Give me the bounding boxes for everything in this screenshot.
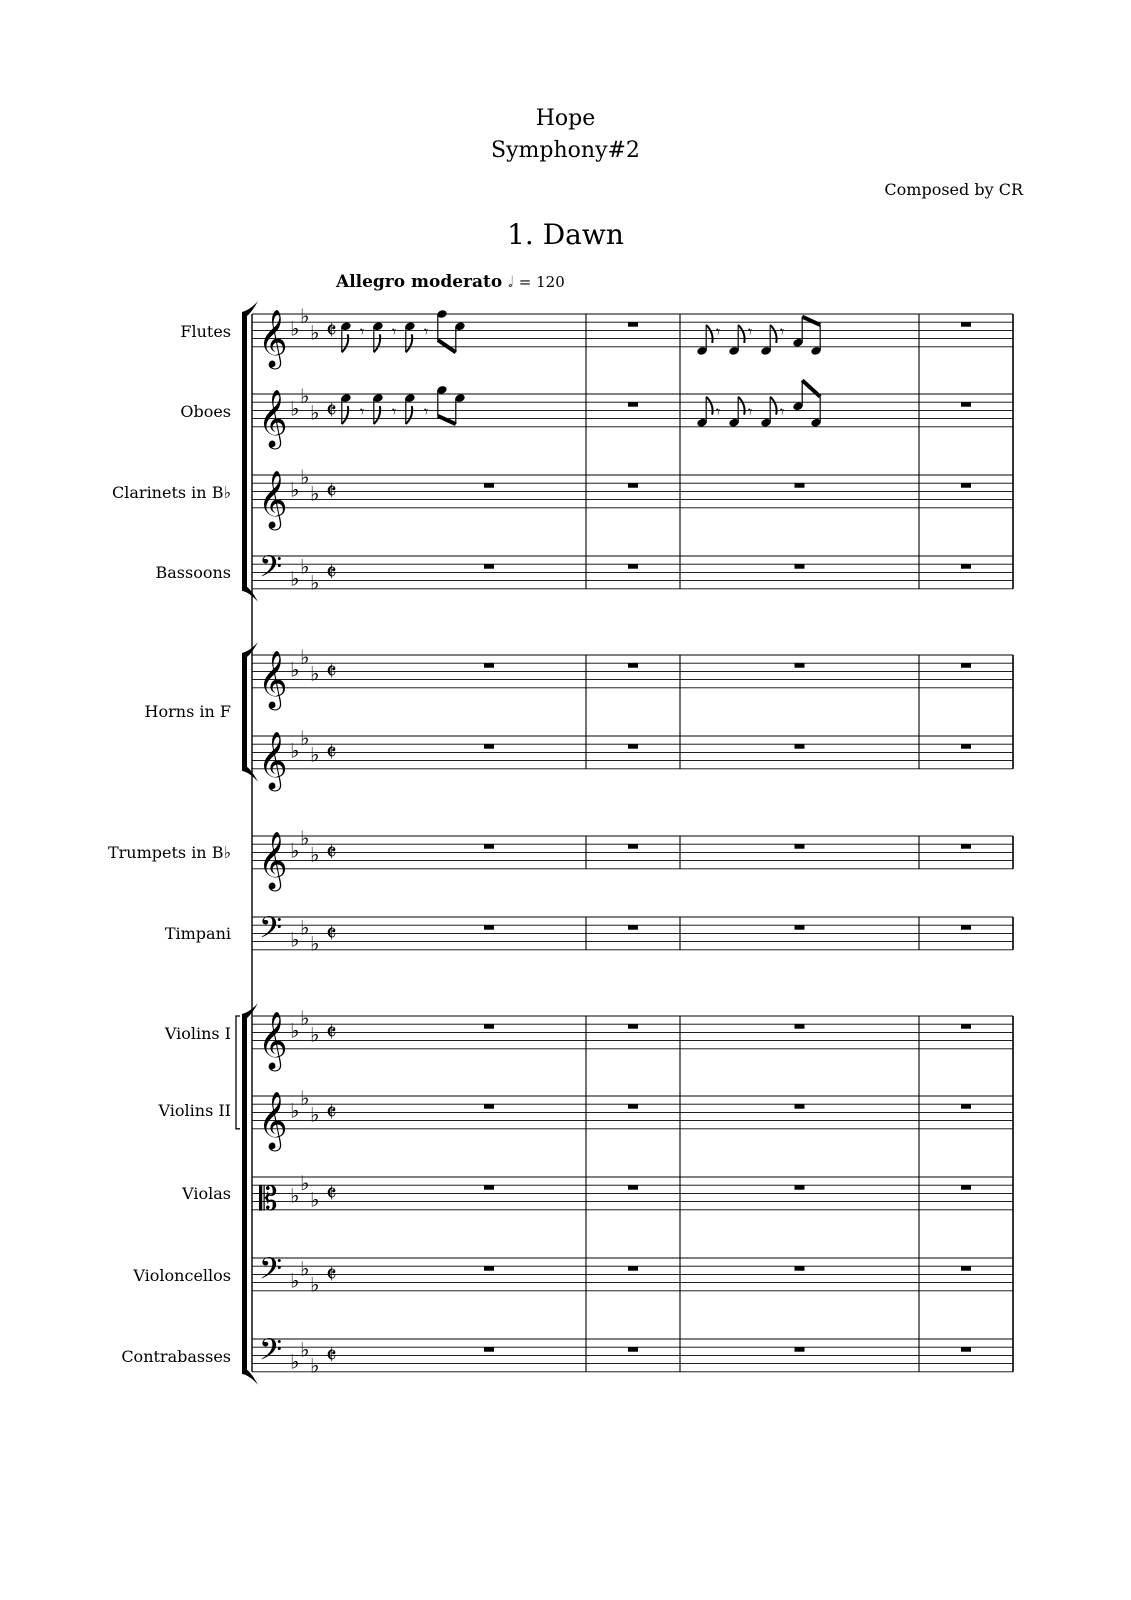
- eighth-rest: 𝄾: [716, 401, 721, 421]
- instrument-label-trumpets: Trumpets in B♭: [107, 843, 231, 862]
- whole-rest: [484, 925, 494, 930]
- whole-rest: [795, 663, 805, 668]
- bass-clef-icon: 𝄢: [259, 1252, 283, 1294]
- whole-rest: [961, 483, 971, 488]
- whole-rest: [961, 1266, 971, 1271]
- whole-rest: [795, 1185, 805, 1190]
- eighth-rest: 𝄾: [780, 321, 785, 341]
- instrument-label-violas: Violas: [182, 1184, 231, 1203]
- whole-rest: [795, 564, 805, 569]
- whole-rest: [795, 744, 805, 749]
- flat-sign-icon: ♭: [290, 657, 300, 682]
- whole-rest: [795, 1104, 805, 1109]
- flat-sign-icon: ♭: [300, 1006, 310, 1031]
- flat-sign-icon: ♭: [290, 396, 300, 421]
- eighth-rest: 𝄾: [360, 401, 365, 421]
- whole-rest: [484, 744, 494, 749]
- treble-clef-icon: 𝄞: [258, 1090, 288, 1149]
- flat-sign-icon: ♭: [300, 304, 310, 329]
- score-subtitle: Symphony#2: [491, 138, 640, 163]
- flat-sign-icon: ♭: [310, 481, 320, 506]
- instrument-label-violoncellos: Violoncellos: [133, 1266, 231, 1285]
- cut-time-icon: 𝄵: [326, 1098, 337, 1127]
- flat-sign-icon: ♭: [290, 1349, 300, 1374]
- whole-rest: [484, 1104, 494, 1109]
- whole-rest: [961, 1024, 971, 1029]
- flat-sign-icon: ♭: [290, 738, 300, 763]
- bracket-horns: [242, 653, 247, 771]
- note-flag: [406, 334, 412, 352]
- instrument-label-oboes: Oboes: [180, 402, 231, 421]
- flat-sign-icon: ♭: [290, 1183, 300, 1208]
- whole-rest: [628, 564, 638, 569]
- flat-sign-icon: ♭: [310, 661, 320, 686]
- cut-time-icon: 𝄵: [326, 919, 337, 948]
- metronome-value: = 120: [518, 273, 565, 291]
- flat-sign-icon: ♭: [300, 915, 310, 940]
- cut-time-icon: 𝄵: [326, 1341, 337, 1370]
- note-beam: [802, 317, 820, 325]
- note-beam: [438, 340, 456, 352]
- eighth-rest: 𝄾: [780, 401, 785, 421]
- whole-rest: [628, 1347, 638, 1352]
- note-flag: [342, 334, 348, 352]
- score-title: Hope: [535, 106, 596, 131]
- flat-sign-icon: ♭: [300, 826, 310, 851]
- whole-rest: [961, 1185, 971, 1190]
- whole-rest: [795, 1347, 805, 1352]
- bass-clef-icon: 𝄢: [259, 550, 283, 592]
- treble-clef-icon: 𝄞: [258, 830, 288, 889]
- flat-sign-icon: ♭: [300, 384, 310, 409]
- flat-sign-icon: ♭: [310, 1022, 320, 1047]
- instrument-label-contrabasses: Contrabasses: [121, 1347, 231, 1366]
- flat-sign-icon: ♭: [310, 400, 320, 425]
- eighth-rest: 𝄾: [392, 321, 397, 341]
- instrument-label-timpani: Timpani: [164, 924, 231, 943]
- whole-rest: [484, 1024, 494, 1029]
- whole-rest: [795, 483, 805, 488]
- flat-sign-icon: ♭: [310, 842, 320, 867]
- whole-rest: [795, 844, 805, 849]
- whole-rest: [628, 1024, 638, 1029]
- whole-rest: [628, 844, 638, 849]
- note-flag: [770, 325, 776, 343]
- cut-time-icon: 𝄵: [326, 1260, 337, 1289]
- note-flag: [706, 325, 712, 343]
- cut-time-icon: 𝄵: [326, 1018, 337, 1047]
- treble-clef-icon: 𝄞: [258, 388, 288, 447]
- flat-sign-icon: ♭: [290, 566, 300, 591]
- whole-rest: [961, 1347, 971, 1352]
- flat-sign-icon: ♭: [310, 931, 320, 956]
- eighth-rest: 𝄾: [392, 401, 397, 421]
- instrument-label-flutes: Flutes: [180, 322, 231, 341]
- whole-rest: [961, 744, 971, 749]
- whole-rest: [961, 402, 971, 407]
- flat-sign-icon: ♭: [300, 554, 310, 579]
- treble-clef-icon: 𝄞: [258, 730, 288, 789]
- composer-credit: Composed by CR: [884, 180, 1023, 199]
- flat-sign-icon: ♭: [300, 465, 310, 490]
- note-flag: [406, 406, 412, 424]
- eighth-rest: 𝄾: [424, 321, 429, 341]
- whole-rest: [795, 1024, 805, 1029]
- note-flag: [374, 406, 380, 424]
- tempo-text: Allegro moderato: [336, 272, 503, 292]
- whole-rest: [484, 564, 494, 569]
- flat-sign-icon: ♭: [310, 1102, 320, 1127]
- note-flag: [342, 406, 348, 424]
- note-flag: [738, 325, 744, 343]
- whole-rest: [961, 1104, 971, 1109]
- eighth-rest: 𝄾: [360, 321, 365, 341]
- whole-rest: [795, 1266, 805, 1271]
- whole-rest: [961, 663, 971, 668]
- half-note-icon: 𝅗𝅥: [508, 273, 513, 291]
- flat-sign-icon: ♭: [290, 838, 300, 863]
- flat-sign-icon: ♭: [300, 726, 310, 751]
- whole-rest: [484, 1266, 494, 1271]
- whole-rest: [961, 844, 971, 849]
- whole-rest: [795, 925, 805, 930]
- flat-sign-icon: ♭: [310, 320, 320, 345]
- whole-rest: [484, 483, 494, 488]
- whole-rest: [628, 663, 638, 668]
- whole-rest: [628, 744, 638, 749]
- whole-rest: [484, 844, 494, 849]
- cut-time-icon: 𝄵: [326, 1179, 337, 1208]
- instrument-label-clarinets: Clarinets in B♭: [112, 483, 231, 502]
- alto-clef-icon: 𝄡: [259, 1178, 278, 1218]
- whole-rest: [628, 1185, 638, 1190]
- whole-rest: [961, 925, 971, 930]
- note-flag: [374, 334, 380, 352]
- flat-sign-icon: ♭: [310, 1353, 320, 1378]
- flat-sign-icon: ♭: [290, 1098, 300, 1123]
- flat-sign-icon: ♭: [290, 927, 300, 952]
- whole-rest: [628, 402, 638, 407]
- flat-sign-icon: ♭: [310, 742, 320, 767]
- bracket-violins: [236, 1016, 240, 1129]
- whole-rest: [961, 322, 971, 327]
- movement-title: 1. Dawn: [507, 218, 624, 251]
- bracket-strings: [242, 1014, 247, 1374]
- instrument-label-violins-1: Violins I: [164, 1024, 231, 1043]
- flat-sign-icon: ♭: [290, 477, 300, 502]
- flat-sign-icon: ♭: [300, 1171, 310, 1196]
- note-flag: [738, 397, 744, 415]
- instrument-label-violins-2: Violins II: [158, 1101, 231, 1120]
- flat-sign-icon: ♭: [310, 570, 320, 595]
- treble-clef-icon: 𝄞: [258, 649, 288, 708]
- eighth-rest: 𝄾: [716, 321, 721, 341]
- note-beam: [438, 416, 456, 424]
- cut-time-icon: 𝄵: [326, 838, 337, 867]
- cut-time-icon: 𝄵: [326, 738, 337, 767]
- treble-clef-icon: 𝄞: [258, 308, 288, 367]
- bass-clef-icon: 𝄢: [259, 911, 283, 953]
- eighth-rest: 𝄾: [748, 321, 753, 341]
- cut-time-icon: 𝄵: [326, 558, 337, 587]
- instrument-label-horns: Horns in F: [144, 702, 231, 721]
- whole-rest: [628, 925, 638, 930]
- instrument-label-bassoons: Bassoons: [155, 563, 231, 582]
- flat-sign-icon: ♭: [290, 316, 300, 341]
- whole-rest: [484, 1347, 494, 1352]
- note-flag: [770, 397, 776, 415]
- whole-rest: [628, 1104, 638, 1109]
- whole-rest: [628, 483, 638, 488]
- eighth-rest: 𝄾: [748, 401, 753, 421]
- flat-sign-icon: ♭: [290, 1018, 300, 1043]
- flat-sign-icon: ♭: [300, 645, 310, 670]
- whole-rest: [484, 663, 494, 668]
- cut-time-icon: 𝄵: [326, 316, 337, 345]
- flat-sign-icon: ♭: [310, 1272, 320, 1297]
- flat-sign-icon: ♭: [290, 1268, 300, 1293]
- cut-time-icon: 𝄵: [326, 657, 337, 686]
- eighth-rest: 𝄾: [424, 401, 429, 421]
- whole-rest: [961, 564, 971, 569]
- flat-sign-icon: ♭: [300, 1086, 310, 1111]
- whole-rest: [628, 322, 638, 327]
- treble-clef-icon: 𝄞: [258, 469, 288, 528]
- flat-sign-icon: ♭: [300, 1337, 310, 1362]
- cut-time-icon: 𝄵: [326, 396, 337, 425]
- flat-sign-icon: ♭: [310, 1187, 320, 1212]
- bass-clef-icon: 𝄢: [259, 1333, 283, 1375]
- whole-rest: [628, 1266, 638, 1271]
- flat-sign-icon: ♭: [300, 1256, 310, 1281]
- whole-rest: [484, 1185, 494, 1190]
- treble-clef-icon: 𝄞: [258, 1010, 288, 1069]
- note-flag: [706, 397, 712, 415]
- bracket-woodwinds: [242, 312, 247, 591]
- cut-time-icon: 𝄵: [326, 477, 337, 506]
